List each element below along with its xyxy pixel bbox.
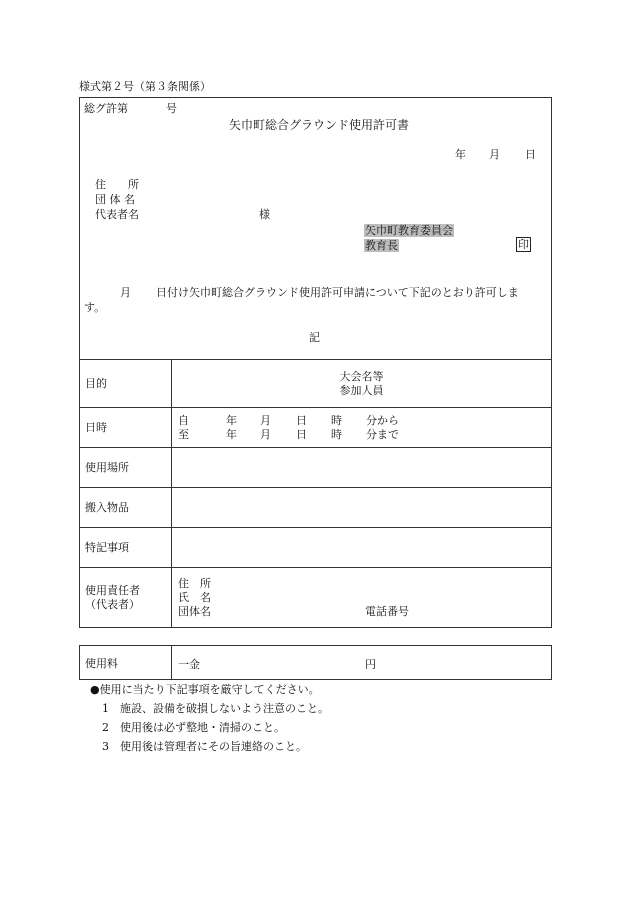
participants-label: 参加人員	[339, 383, 384, 397]
manager-address-label: 住 所	[178, 576, 211, 590]
body-text-line1: 日付け矢巾町総合グラウンド使用許可申請について下記のとおり許可しま	[156, 286, 519, 299]
from-hour: 時	[331, 413, 342, 427]
fee-label: 使用料	[80, 646, 172, 680]
rule-2-number: 2	[102, 721, 109, 734]
to-year: 年	[226, 427, 237, 441]
row-manager	[80, 568, 552, 628]
fee-unit: 円	[365, 657, 376, 671]
permit-number-suffix: 号	[166, 102, 177, 115]
permit-header-box	[79, 97, 552, 360]
to-hour: 時	[331, 427, 342, 441]
from-minute: 分から	[366, 413, 399, 427]
rule-1-number: 1	[102, 702, 109, 715]
row-place	[80, 448, 552, 488]
from-mark: 自	[178, 413, 189, 427]
manager-label-sub: （代表者）	[85, 597, 140, 611]
document-title: 矢巾町総合グラウンド使用許可書	[229, 118, 410, 132]
fee-prefix: 一金	[178, 657, 200, 671]
row-items	[80, 488, 552, 528]
datetime-to-line	[178, 428, 545, 442]
issuer-org	[364, 224, 454, 238]
issuer-title	[364, 239, 399, 253]
rule-3-text: 使用後は管理者にその旨連絡のこと。	[120, 740, 307, 753]
place-label: 使用場所	[80, 448, 172, 488]
seal-text: 印	[518, 238, 529, 251]
to-month: 月	[260, 427, 271, 441]
permit-number-prefix: 総グ許第	[84, 102, 128, 115]
date-day: 日	[525, 148, 536, 161]
purpose-label: 目的	[80, 360, 172, 408]
to-mark: 至	[178, 427, 189, 441]
to-minute: 分まで	[366, 427, 399, 441]
notes-label: 特記事項	[80, 528, 172, 568]
to-day: 日	[296, 427, 307, 441]
manager-label: 使用責任者	[85, 583, 140, 597]
items-label: 搬入物品	[80, 488, 172, 528]
rule-1-text: 施設、設備を破損しないよう注意のこと。	[120, 702, 329, 715]
applicant-group-label: 団 体 名	[95, 193, 135, 206]
issuer-org-text: 矢巾町教育委員会	[365, 224, 453, 237]
honorific: 様	[259, 208, 270, 221]
date-month: 月	[489, 148, 500, 161]
row-purpose	[80, 360, 552, 408]
applicant-rep-label: 代表者名	[95, 208, 139, 221]
place-value[interactable]	[172, 448, 552, 488]
rule-3-number: 3	[102, 740, 109, 753]
datetime-label: 日時	[80, 408, 172, 448]
body-month: 月	[120, 286, 131, 299]
manager-cell	[172, 568, 552, 628]
date-year: 年	[455, 148, 466, 161]
applicant-address-label: 住 所	[95, 178, 139, 191]
from-day: 日	[296, 413, 307, 427]
ki-mark: 記	[309, 331, 320, 344]
notes-value[interactable]	[172, 528, 552, 568]
datetime-cell	[172, 408, 552, 448]
fee-cell	[172, 646, 552, 680]
manager-phone-label: 電話番号	[365, 604, 409, 618]
from-year: 年	[226, 413, 237, 427]
fee-table	[79, 645, 552, 680]
manager-group-line	[178, 605, 545, 619]
manager-group-label: 団体名	[178, 604, 211, 618]
rule-2-text: 使用後は必ず整地・清掃のこと。	[120, 721, 285, 734]
fee-line	[178, 656, 545, 670]
row-fee	[80, 646, 552, 680]
purpose-cell	[172, 360, 552, 408]
details-table	[79, 359, 552, 628]
rules-heading: ●使用に当たり下記事項を厳守してください。	[90, 683, 320, 696]
from-month: 月	[260, 413, 271, 427]
body-text-line2: す。	[84, 301, 106, 314]
issuer-title-text: 教育長	[365, 239, 398, 252]
form-label: 様式第２号（第３条関係）	[79, 80, 211, 93]
event-name-label: 大会名等	[339, 369, 384, 383]
seal-mark	[516, 238, 531, 252]
manager-name-label: 氏 名	[178, 590, 211, 604]
items-value[interactable]	[172, 488, 552, 528]
datetime-from-line	[178, 414, 545, 428]
row-notes	[80, 528, 552, 568]
manager-label-cell	[80, 568, 172, 628]
row-datetime	[80, 408, 552, 448]
